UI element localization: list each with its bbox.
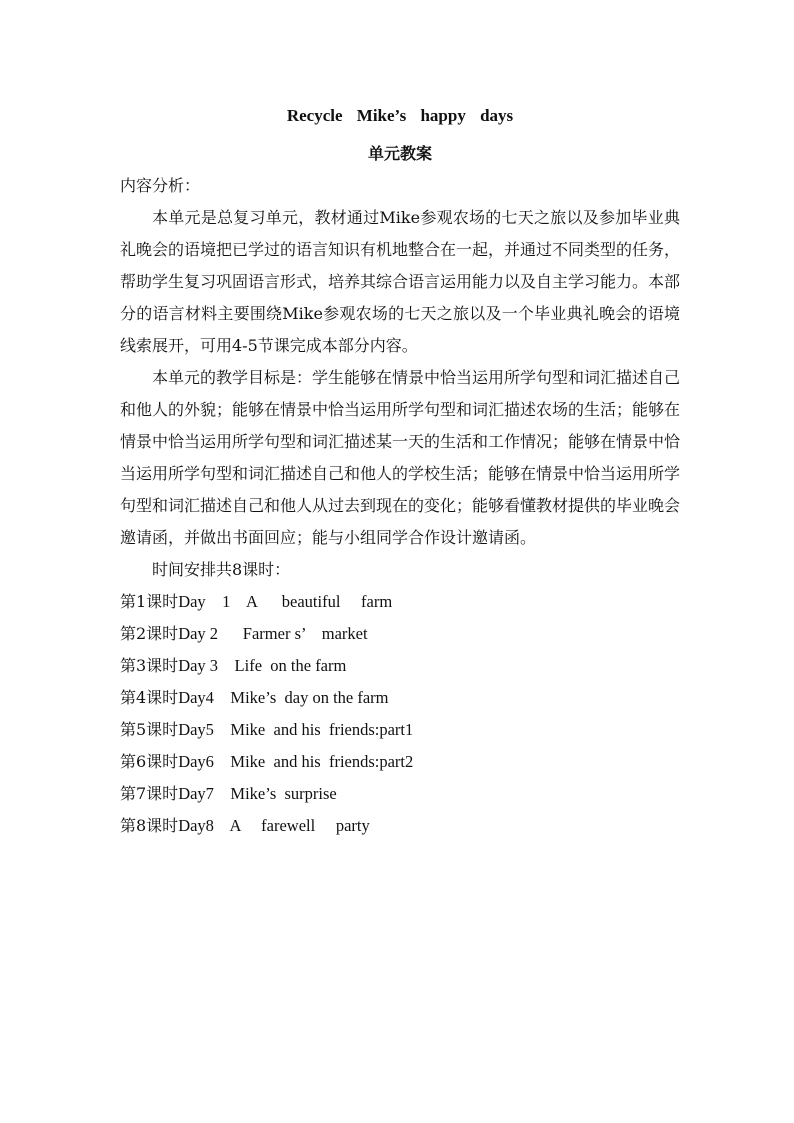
lesson-number: 第1课时	[120, 592, 179, 611]
lesson-topic: Day 1 A beautiful farm	[178, 592, 393, 611]
lesson-number: 第5课时	[120, 720, 179, 739]
lesson-item	[120, 650, 680, 682]
lesson-item	[120, 714, 680, 746]
lesson-topic: Day 2 Farmer s’ market	[178, 624, 368, 643]
schedule-intro: 时间安排共8课时：	[152, 560, 291, 579]
lesson-number: 第8课时	[120, 816, 179, 835]
content-analysis-label: 内容分析：	[120, 176, 201, 195]
lesson-number: 第7课时	[120, 784, 179, 803]
lesson-topic: Day6 Mike and his friends:part2	[178, 752, 414, 771]
lesson-item	[120, 778, 680, 810]
lesson-topic: Day8 A farewell party	[178, 816, 370, 835]
document-page	[120, 100, 680, 842]
lesson-topic: Day4 Mike’s day on the farm	[178, 688, 389, 707]
lesson-number: 第4课时	[120, 688, 179, 707]
lesson-item	[120, 682, 680, 714]
lesson-item	[120, 810, 680, 842]
lesson-list	[120, 586, 680, 842]
lesson-topic: Day7 Mike’s surprise	[178, 784, 337, 803]
lesson-number: 第2课时	[120, 624, 179, 643]
paragraph-objectives: 本单元的教学目标是：学生能够在情景中恰当运用所学句型和词汇描述自己和他人的外貌；能够在情景中恰当运用所学句型和词汇描述农场的生活；能够在情景中恰当运用所学句型和词汇描述某一天的生活和工作情况；能够在情景中恰当运用所学句型和词汇描述自己和他人的学校生活；能够在情景中恰当运用所学句型和词汇描述自己和他人从过去到现在的变化；能够看懂教材提供的毕业晚会邀请函，并做出书面回应；能与小组同学合作设计邀请函。	[120, 368, 681, 547]
lesson-topic: Day5 Mike and his friends:part1	[178, 720, 414, 739]
lesson-item	[120, 618, 680, 650]
lesson-topic: Day 3 Life on the farm	[178, 656, 347, 675]
lesson-item	[120, 746, 680, 778]
lesson-item	[120, 586, 680, 618]
document-subtitle: 单元教案	[367, 144, 432, 163]
lesson-number: 第3课时	[120, 656, 179, 675]
document-title: Recycle Mike’s happy days	[286, 106, 514, 125]
paragraph-overview: 本单元是总复习单元，教材通过Mike参观农场的七天之旅以及参加毕业典礼晚会的语境把已学过的语言知识有机地整合在一起，并通过不同类型的任务，帮助学生复习巩固语言形式，培养其综合语言运用能力以及自主学习能力。本部分的语言材料主要围绕Mike参观农场的七天之旅以及一个毕业典礼晚会的语境线索展开，可用4-5节课完成本部分内容。	[120, 208, 681, 355]
lesson-number: 第6课时	[120, 752, 179, 771]
